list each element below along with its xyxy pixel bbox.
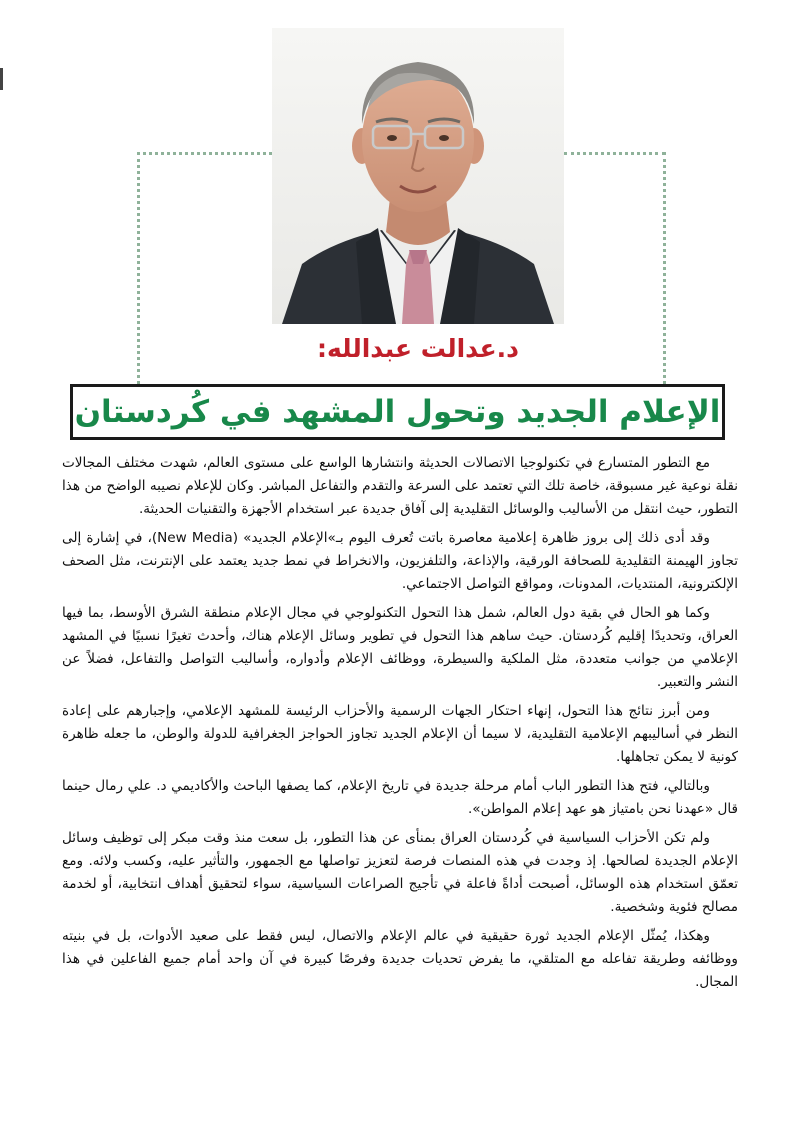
article-paragraph: وهكذا، يُمثّل الإعلام الجديد ثورة حقيقية في عالم الإعلام والاتصال، ليس فقط على صعيد الأدوات، بل في بنيته ووظائفه وطريقة تفاعله مع المتلقي، ما يفرض تحديات جديدة وفرصًا كبيرة في آن واحد أمام جميع الفاعلين في هذا المجال. — [62, 928, 738, 990]
article-paragraph: مع التطور المتسارع في تكنولوجيا الاتصالات الحديثة وانتشارها الواسع على مستوى العالم، شهدت مختلف المجالات نقلة نوعية غير مسبوقة، خاصة تلك التي تعتمد على السرعة والتقدم والتفاعل المباشر. وكان للإعلام نصيبه الواضح من هذا التطور، حيث انتقل من الأساليب والوسائل التقليدية إلى آفاق جديدة عبر استخدام الأجهزة والتقنيات الحديثة. — [62, 455, 738, 517]
article-title-box — [70, 384, 725, 440]
article-paragraph: ولم تكن الأحزاب السياسية في كُردستان العراق بمنأى عن هذا التطور، بل سعت منذ وقت مبكر إلى توظيف وسائل الإعلام الجديدة لصالحها. إذ وجدت في هذه المنصات فرصة لتعزيز تواصلها مع الجمهور، والتأثير عليه، وكسب ولائه. ومع تعمّق استخدام هذه الوسائل، أصبحت أداةً فاعلة في تأجيج الصراعات السياسية، سواء لتحقيق أهداف انتخابية، أو لخدمة مصالح فئوية وشخصية. — [62, 830, 738, 915]
frame-line-top-right — [564, 152, 665, 155]
article-title: الإعلام الجديد وتحول المشهد في كُردستان — [74, 394, 721, 430]
article-paragraph: ومن أبرز نتائج هذا التحول، إنهاء احتكار الجهات الرسمية والأحزاب الرئيسة للمشهد الإعلامي، وإجبارهم على إعادة النظر في أساليبهم الإعلامية التقليدية، لا سيما أن الإعلام الجديد تجاوز الحواجز الجغرافية للدولة والوطن، ما جعله ظاهرة كونية لا يمكن تجاهلها. — [62, 703, 738, 765]
article-body — [62, 452, 738, 1000]
article-paragraph: وكما هو الحال في بقية دول العالم، شمل هذا التحول التكنولوجي في مجال الإعلام منطقة الشرق الأوسط، بما فيها العراق، وتحديدًا إقليم كُردستان. حيث ساهم هذا التحول في تطوير وسائل الإعلام هناك، وأحدث تغيرًا نسبيًا في المشهد الإعلامي من جوانب متعددة، مثل الملكية والسيطرة، ووظائف الإعلام وأدواره، وأساليب التواصل والتفاعل، فضلاً عن النشر والتعبير. — [62, 605, 738, 690]
frame-line-left — [137, 152, 140, 384]
frame-line-right — [663, 152, 666, 384]
author-photo — [272, 28, 564, 324]
article-paragraph: وقد أدى ذلك إلى بروز ظاهرة إعلامية معاصرة باتت تُعرف اليوم بـ»الإعلام الجديد» (New Media)، في إشارة إلى تجاوز الهيمنة التقليدية للصحافة الورقية، والإذاعة، والتلفزيون، والانخراط في نمط جديد يعتمد على الإنترنت، مثل الصحف الإلكترونية، المنتديات، المدونات، ومواقع التواصل الاجتماعي. — [62, 530, 738, 592]
frame-line-top-left — [137, 152, 272, 155]
page-edge-mark — [0, 68, 3, 90]
article-paragraph: وبالتالي، فتح هذا التطور الباب أمام مرحلة جديدة في تاريخ الإعلام، كما يصفها الباحث والأكاديمي د. علي رمال حينما قال «عهدنا نحن بامتياز هو عهد إعلام المواطن». — [62, 778, 738, 817]
author-byline: د.عدالت عبدالله: — [316, 334, 519, 363]
